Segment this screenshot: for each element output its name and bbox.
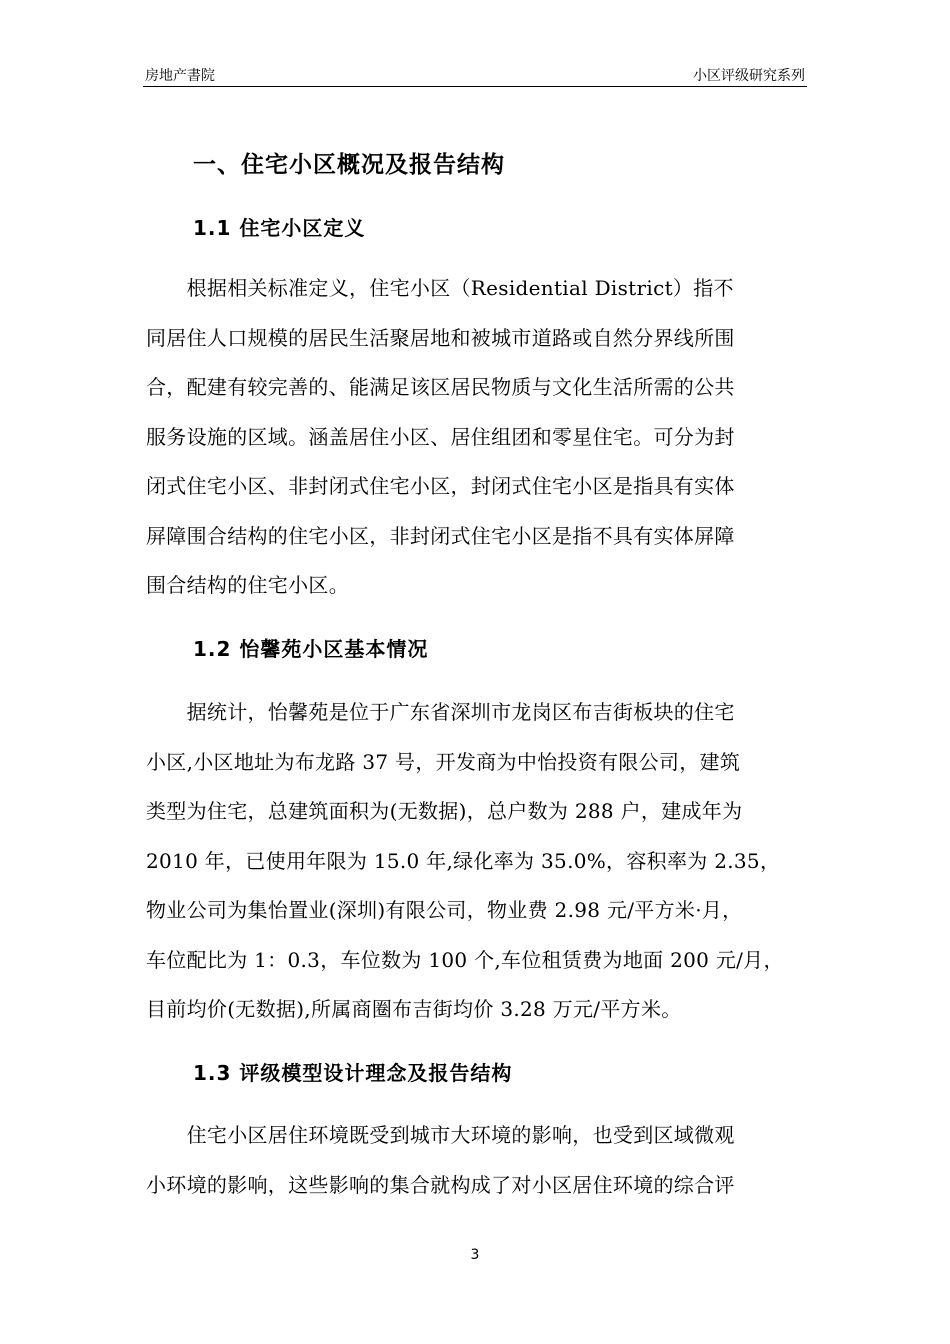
paragraph-line: 服务设施的区域。涵盖居住小区、居住组团和零星住宅。可分为封 — [146, 424, 735, 449]
paragraph-line: 同居住人口规模的居民生活聚居地和被城市道路或自然分界线所围 — [146, 325, 735, 350]
section-1-2-paragraph — [146, 688, 810, 1035]
section-heading-1-3: 1.3 评级模型设计理念及报告结构 — [193, 1061, 513, 1085]
paragraph-line: 物业公司为集怡置业(深圳)有限公司，物业费 2.98 元/平方米·月， — [146, 898, 743, 922]
chapter-heading: 一、住宅小区概况及报告结构 — [193, 152, 505, 178]
page-header — [143, 62, 807, 87]
paragraph-line: 目前均价(无数据),所属商圈布吉街均价 3.28 万元/平方米。 — [146, 997, 682, 1021]
paragraph-line: 车位配比为 1：0.3，车位数为 100 个,车位租赁费为地面 200 元/月， — [146, 947, 784, 972]
paragraph-line: 根据相关标准定义，住宅小区（Residential District）指不 — [146, 276, 734, 300]
section-heading-1-2: 1.2 怡馨苑小区基本情况 — [193, 637, 429, 661]
paragraph-line: 2010 年，已使用年限为 15.0 年,绿化率为 35.0%，容积率为 2.35， — [146, 848, 781, 873]
header-right-title: 小区评级研究系列 — [693, 68, 805, 84]
paragraph-line: 住宅小区居住环境既受到城市大环境的影响，也受到区域微观 — [146, 1123, 735, 1147]
section-heading-1-1: 1.1 住宅小区定义 — [193, 216, 366, 240]
paragraph-line: 合，配建有较完善的、能满足该区居民物质与文化生活所需的公共 — [146, 375, 735, 399]
section-1-1-paragraph — [146, 264, 810, 611]
header-left-title: 房地产書院 — [145, 68, 215, 84]
paragraph-line: 围合结构的住宅小区。 — [146, 573, 349, 597]
section-1-3-paragraph — [146, 1111, 810, 1210]
paragraph-line: 小区,小区地址为布龙路 37 号，开发商为中怡投资有限公司，建筑 — [146, 749, 741, 774]
paragraph-line: 小环境的影响，这些影响的集合就构成了对小区居住环境的综合评 — [146, 1172, 735, 1197]
page-number: 3 — [470, 1247, 480, 1263]
paragraph-line: 闭式住宅小区、非封闭式住宅小区，封闭式住宅小区是指具有实体 — [146, 474, 735, 498]
paragraph-line: 屏障围合结构的住宅小区，非封闭式住宅小区是指不具有实体屏障 — [146, 523, 735, 548]
paragraph-line: 类型为住宅，总建筑面积为(无数据)，总户数为 288 户，建成年为 — [146, 799, 743, 823]
paragraph-line: 据统计，怡馨苑是位于广东省深圳市龙岗区布吉街板块的住宅 — [146, 700, 735, 724]
